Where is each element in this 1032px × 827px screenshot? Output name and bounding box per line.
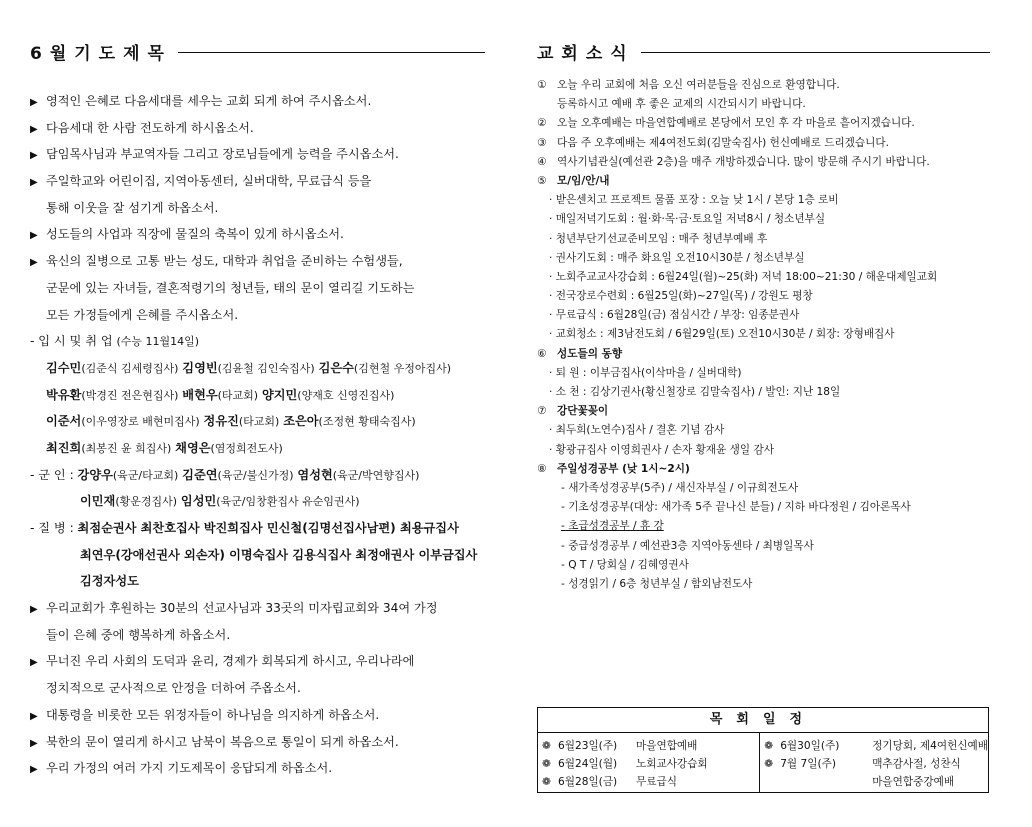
person-detail: (김현철 우정아집사) [353,361,452,375]
news-subitem: · 최두희(노연수)집사 / 결혼 기념 감사 [549,424,725,437]
schedule-event: 무료급식 [636,776,677,788]
exam-label: - 입 시 및 취 업 [30,334,117,349]
news-number: ③ [537,136,547,149]
sick-row [30,542,485,569]
prayer-text: 담임목사님과 부교역자들 그리고 장로님들에게 능력을 주시옵소서. [46,147,399,162]
news-subitem: · 노회주교교사강습회 : 6월24일(월)~25(화) 저녁 18:00~21:30 / 해운대제일교회 [549,270,938,283]
bullet-arrow-icon: ▶ [30,150,38,162]
exam-row [30,408,485,435]
military-row [30,462,485,489]
prayer-text: 우리교회가 후원하는 30분의 선교사님과 33곳의 미자립교회와 34여 가정 [46,601,438,616]
bullet-arrow-icon: ▶ [30,604,38,616]
news-item [537,134,990,153]
prayer-item [30,115,485,142]
prayer-text: 대통령을 비롯한 모든 위정자들이 하나님을 의지하게 하옵소서. [46,707,380,722]
military-label: - 군 인 : [30,467,78,482]
news-subitem: · 매일저녁기도회 : 월·화·목·금·토요일 저녁8시 / 청소년부실 [549,213,826,226]
person-detail: (육군/타교회) [112,468,179,482]
person-detail: (이우영장로 배현미집사) [81,415,200,429]
schedule-event: 마을연합예배 [636,740,698,752]
prayer-text: 영적인 은혜로 다음세대를 세우는 교회 되게 하여 주시옵소서. [46,94,372,108]
news-text: 오늘 우리 교회에 처음 오신 여러분들을 진심으로 환영합니다. [557,79,840,91]
news-number: ⑦ [537,405,547,418]
prayer-text: 다음세대 한 사람 전도하게 하시옵소서. [46,120,254,135]
news-text: 모/임/안/내 [557,174,610,187]
person-detail: (육군/임창환집사 유순임권사) [216,495,360,509]
person-detail: (타교회) [217,388,259,402]
prayer-list [30,88,485,782]
schedule-event: 정기당회, 제4여헌신예배 [872,740,988,752]
person-name: 염성현 [297,467,333,482]
bible-study-item [537,537,990,556]
military-row [30,488,485,515]
person-detail: (황운경집사) [115,495,178,509]
news-item [537,114,990,133]
news-subitem: · 퇴 원 : 이부금집사(이삭마을 / 실버대학) [549,366,742,379]
prayer-item [30,275,485,302]
prayer-item [30,248,485,275]
prayer-item [30,595,485,622]
prayer-item [30,195,485,222]
bible-study-item [537,517,990,536]
prayer-text: 우리 가정의 여러 가지 기도제목이 응답되게 하옵소서. [46,761,333,776]
sick-label: - 질 병 : [30,521,78,535]
exam-label-row [30,328,485,355]
schedule-date: 7월 7일(주) [780,758,837,770]
bullet-arrow-icon: ▶ [30,710,38,722]
news-heading [537,38,990,64]
person-detail: (최봉진 윤 희집사) [81,441,172,455]
news-subitem: · 교회청소 : 제3남전도회 / 6월29일(토) 오전10시30분 / 회장: 장형배집사 [549,328,895,341]
exam-note: (수능 11월14일) [116,335,200,349]
bullet-arrow-icon: ▶ [30,123,38,135]
prayer-title: 6월기도제목 [30,43,172,64]
schedule-date: 6월30일(주) [780,740,840,752]
prayer-item [30,648,485,675]
prayer-item [30,622,485,649]
bible-study-item [537,498,990,517]
prayer-title-rule [178,52,485,53]
sick-row [30,568,485,595]
bullet-arrow-icon: ▶ [30,97,38,108]
schedule-date: 6월28일(금) [558,776,618,788]
bullet-arrow-icon: ▶ [30,764,38,776]
person-name: 이준서 [46,414,82,429]
person-name: 조은아 [283,414,319,429]
prayer-item [30,755,485,782]
bullet-arrow-icon: ▶ [30,737,38,749]
flower-icon: ❁ [542,776,551,788]
person-detail: (육군/박연향집사) [332,468,420,482]
bible-study-text: - 중급성경공부 / 예선관3층 지역아동센타 / 최병일목사 [561,539,814,552]
schedule-row [764,773,988,791]
schedule-row [764,755,988,773]
person-name: 강양우 [77,467,113,482]
bible-study-item [537,479,990,498]
prayer-item [30,302,485,329]
flower-icon [764,773,780,791]
schedule-row [542,737,759,755]
schedule-title: 목회일정 [538,708,988,733]
news-subitem: · 청년부단기선교준비모임 : 매주 청년부예배 후 [549,232,768,245]
bible-study-text: - 초급성경공부 / 휴 강 [561,520,664,533]
schedule-row [542,773,759,791]
news-text: 주일성경공부 (낮 1시~2시) [557,462,690,475]
schedule-event: 노회교사강습회 [636,758,708,770]
prayer-item [30,702,485,729]
prayer-text: 주일학교와 어린이집, 지역아동센터, 실버대학, 무료급식 등을 [46,174,372,189]
bible-study-item [537,575,990,594]
person-name: 박유환 [46,387,82,402]
sick-names: 최연우(강애선권사 외손자) 이명숙집사 김용식집사 최정애권사 이부금집사 [80,547,478,562]
person-name: 양지민 [261,387,298,402]
news-text: 강단꽃꽂이 [557,405,609,418]
prayer-item [30,729,485,756]
person-detail: (조정현 황태숙집사) [318,415,416,429]
news-number: ⑥ [537,347,547,360]
sick-names: 최점순권사 최찬호집사 박진희집사 민신철(김명선집사남편) 최용규집사 [77,521,459,535]
bible-study-text: - Q T / 당회실 / 김혜영권사 [561,558,689,571]
person-name: 이민재 [80,494,116,509]
prayer-text: 육신의 질병으로 고통 받는 성도, 대학과 취업을 준비하는 수험생들, [46,254,403,269]
bullet-arrow-icon: ▶ [30,230,38,242]
schedule-date [780,773,872,791]
news-title-rule [641,52,990,53]
schedule-box [537,707,989,793]
schedule-right-column [759,733,988,793]
news-section-heading [537,460,990,479]
prayer-item [30,88,485,115]
exam-row [30,382,485,409]
flower-icon: ❁ [542,740,551,752]
schedule-row [542,755,759,773]
person-name: 최진희 [46,440,82,455]
news-text: 다음 주 오후예배는 제4여전도회(김말숙집사) 헌신예배로 드리겠습니다. [557,136,889,149]
person-name: 김준연 [182,467,218,482]
person-detail: (김준식 김세령집사) [81,361,179,375]
news-text: 성도들의 동향 [557,347,623,360]
flower-icon: ❁ [542,758,551,770]
prayer-item [30,168,485,195]
person-name: 김수민 [46,360,82,375]
prayer-text: 모든 가정들에게 은혜를 주시옵소서. [46,307,239,322]
person-detail: (양재호 신영진집사) [297,388,395,402]
bible-study-text: - 기초성경공부(대상: 새가족 5주 끝나신 분들) / 지하 바다정원 / 김아론목사 [561,501,911,514]
news-section-heading [537,172,990,191]
bible-study-item [537,556,990,575]
person-detail: (육군/불신가정) [217,468,294,482]
prayer-text: 들이 은혜 중에 행복하게 하옵소서. [46,627,231,642]
schedule-event: 마을연합중강예배 [872,776,955,788]
person-name: 임성민 [180,494,217,509]
news-number: ① [537,79,547,91]
person-detail: (김윤철 김인숙집사) [217,361,315,375]
schedule-left-column [538,733,759,793]
news-subitem: · 받은센치고 프로젝트 물품 포장 : 오늘 낮 1시 / 본당 1층 로비 [549,194,839,207]
news-subitem: · 전국장로수련회 : 6월25일(화)~27일(목) / 강원도 평창 [549,290,813,303]
prayer-item [30,221,485,248]
prayer-text: 정치적으로 군사적으로 안정을 더하여 주옵소서. [46,681,301,696]
news-subitem: · 무료급식 : 6월28일(금) 점심시간 / 부장: 임종분권사 [549,309,800,322]
news-title: 교회소식 [537,43,635,64]
person-name: 채영은 [175,440,211,455]
schedule-date: 6월24일(월) [558,758,618,770]
news-number: ④ [537,155,547,168]
prayer-text: 군문에 있는 자녀들, 결혼적령기의 청년들, 태의 문이 열리길 기도하는 [46,280,415,295]
news-item [537,76,990,95]
exam-row [30,435,485,462]
news-number: ⑤ [537,174,547,187]
news-subitem: · 권사기도회 : 매주 화요일 오전10시30분 / 청소년부실 [549,251,805,264]
news-number: ⑧ [537,462,547,475]
news-item-continued: 등록하시고 예배 후 좋은 교제의 시간되시기 바랍니다. [557,98,806,111]
prayer-item [30,141,485,168]
news-number: ② [537,117,547,130]
bullet-arrow-icon: ▶ [30,177,38,189]
bullet-arrow-icon: ▶ [30,257,38,269]
person-name: 정유진 [203,414,239,429]
prayer-item [30,675,485,702]
person-detail: (염정희전도사) [210,441,283,455]
sick-row [30,515,485,542]
bullet-arrow-icon: ▶ [30,657,38,669]
news-subitem: · 소 천 : 김상기권사(황신철장로 김말숙집사) / 발인: 지난 18일 [549,386,841,398]
schedule-event: 맥추감사절, 성찬식 [872,758,961,770]
bible-study-text: - 성경읽기 / 6층 청년부실 / 함외남전도사 [561,577,753,590]
flower-icon: ❁ [764,740,774,752]
person-name: 김은수 [318,360,354,375]
prayer-text: 북한의 문이 열리게 하시고 남북이 복음으로 통일이 되게 하옵소서. [46,734,399,749]
schedule-date: 6월23일(주) [558,740,618,752]
person-name: 김영빈 [182,360,218,375]
prayer-heading [30,38,485,64]
flower-icon: ❁ [764,758,774,770]
news-section-heading [537,402,990,421]
exam-row [30,355,485,382]
prayer-text: 무너진 우리 사회의 도덕과 윤리, 경제가 회복되게 하시고, 우리나라에 [46,654,415,669]
news-subitem: · 황광규집사 이영희권사 / 손자 황재윤 생일 감사 [549,443,774,456]
schedule-row [764,737,988,755]
person-detail: (박경진 전은현집사) [81,388,179,402]
bible-study-text: - 새가족성경공부(5주) / 새신자부실 / 이규희전도사 [561,481,799,494]
news-text: 역사기념관실(예선관 2층)을 매주 개방하겠습니다. 많이 방문해 주시기 바랍니다. [557,155,930,168]
sick-names: 김정자성도 [80,574,139,589]
person-name: 배현우 [182,387,218,402]
news-item [537,153,990,172]
news-text: 오늘 오후예배는 마을연합예배로 본당에서 모인 후 각 마을로 흩어지겠습니다. [557,117,915,130]
prayer-text: 통해 이웃을 잘 섬기게 하옵소서. [46,200,219,215]
person-detail: (타교회) [238,415,280,429]
news-section-heading [537,345,990,364]
prayer-text: 성도들의 사업과 직장에 물질의 축복이 있게 하시옵소서. [46,227,344,242]
news-list [537,76,990,594]
